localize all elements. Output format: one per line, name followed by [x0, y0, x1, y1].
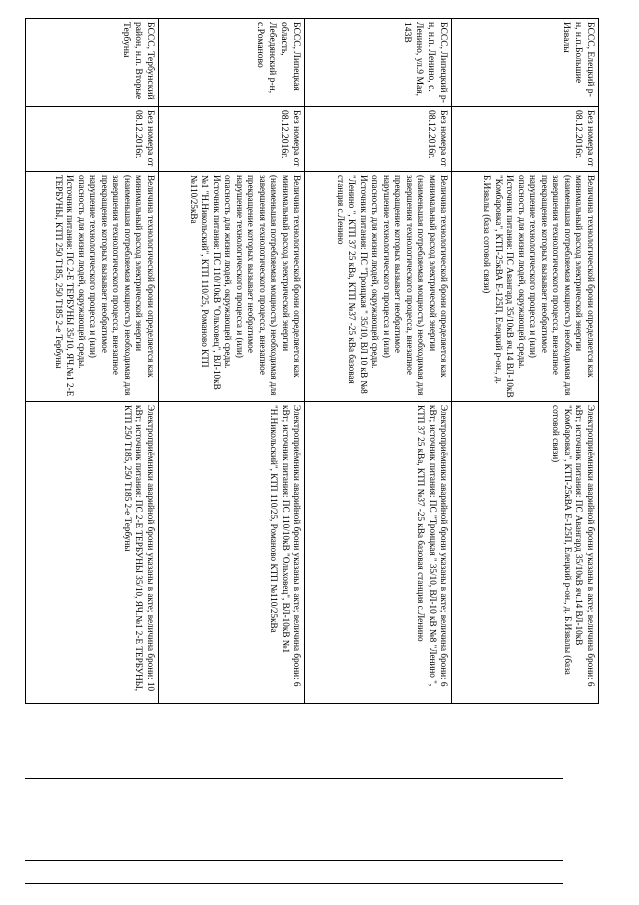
number-cell: Без номера от 08.12.2016г. — [452, 107, 599, 172]
description-cell: Величина технологической брони определяется как минимальный расход электрической энергии (наименьшая потребляемая мощность) необходимая для завершения технологического процесса, внезапное прекращение которых вызывает необратимое нарушение технологического процесса и (или) опасность для жизни людей, окружающей среды. Источник питания: ПС "Троицкая " 35/10, ВЛ 10 кВ №8 "Ленино ", КТП 37 25 кВа, КТП №37 -25 кВа базовая станция с.Ленино — [305, 172, 452, 402]
number-cell: Без номера от 08.12.2016г. — [26, 107, 159, 172]
object-cell: БССС, Липецкий р-н, н.п. Ленино, с. Ленино, ул.9 Мая, 143В — [305, 19, 452, 107]
table-row — [158, 19, 305, 704]
number-cell: Без номера от 08.12.2016г. — [305, 107, 452, 172]
rotated-table-container — [25, 18, 599, 703]
note-cell: Электроприёмники аварийной брони указаны в акте; величина брони: 10 кВт; источник питания: ПС 2-Е ТЕРБУНЫ 35/10, ЯЧ.№1 2-Е ТЕРБУНЫ, КТП 250 Т185, 250 Т185 2-е Тербуны — [26, 402, 159, 704]
description-cell: Величина технологической брони определяется как минимальный расход электрической энергии (наименьшая потребляемая мощность) необходимая для завершения технологического процесса, внезапное прекращение которых вызывает необратимое нарушение технологического процесса и (или) опасность для жизни людей, окружающей среды. Источник питания: ПС 110/10кВ "Ольховец", ВЛ-10кВ №1 "Н.Никольский", КТП 110/25, Романово КТП №110/25кВа — [158, 172, 305, 402]
reserve-table — [25, 18, 599, 704]
description-cell: Величина технологической брони определяется как минимальный расход электрической энергии (наименьшая потребляемая мощность) необходимая для завершения технологического процесса, внезапное прекращение которых вызывает необратимое нарушение технологического процесса и (или) опасность для жизни людей, окружающей среды. Источник питания: ПС Авангард 35/10кВ яч.14 ВЛ-10кВ "Комбаровка", КТП-25кВА Е-125П, Елецкий р-он., д. Б.Извалы (база сотовой связи) — [452, 172, 599, 402]
note-cell: Электроприёмники аварийной брони указаны в акте; величина брони: 6 кВт; источник питания: ПС Авангард 35/10кВ яч.14 ВЛ-10кВ "Комбаровка", КТП-25кВА Е-125П, Елецкий р-он., д. Б.Извалы (база сотовой связи) — [452, 402, 599, 704]
rule-line — [25, 883, 563, 884]
number-cell: Без номера от 08.12.2016г. — [158, 107, 305, 172]
object-cell: БССС, Елецкий р-н, н.п.Большие Извалы — [452, 19, 599, 107]
note-cell: Электроприёмники аварийной брони указаны в акте; величина брони: 6 кВт; источник питания: ПС "Троицкая " 35/10, ВЛ-10 кВ №8 "Ленино ", КТП 37 25 кВа, КТП №37 -25 кВа базовая станция с.Ленино — [305, 402, 452, 704]
rule-line — [25, 778, 563, 779]
note-cell: Электроприёмники аварийной брони указаны в акте; величина брони: 6 кВт; источник питания: ПС 110/10кВ "Ольховец", ВЛ-10кВ №1 "Н.Никольский", КТП 110/25, Романово КТП №110/25кВа — [158, 402, 305, 704]
table-row — [305, 19, 452, 704]
table-row — [26, 19, 159, 704]
object-cell: БССС, Тербунский район, н.п. Вторые Тербуны — [26, 19, 159, 107]
table-row — [452, 19, 599, 704]
description-cell: Величина технологической брони определяется как минимальный расход электрической энергии (наименьшая потребляемая мощность) необходимая для завершения технологического процесса, внезапное прекращение которых вызывает необратимое нарушение технологического процесса и (или) опасность для жизни людей, окружающей среды. Источник питания: ПС 2-Е ТЕРБУНЫ 35/10, ЯЧ.№1 2-Е ТЕРБУНЫ, КТП 250 Т185, 250 Т185 2-е Тербуны — [26, 172, 159, 402]
object-cell: БССС, Липецкая область, Лебедянский р-н, с.Романово — [158, 19, 305, 107]
rule-line — [25, 860, 563, 861]
